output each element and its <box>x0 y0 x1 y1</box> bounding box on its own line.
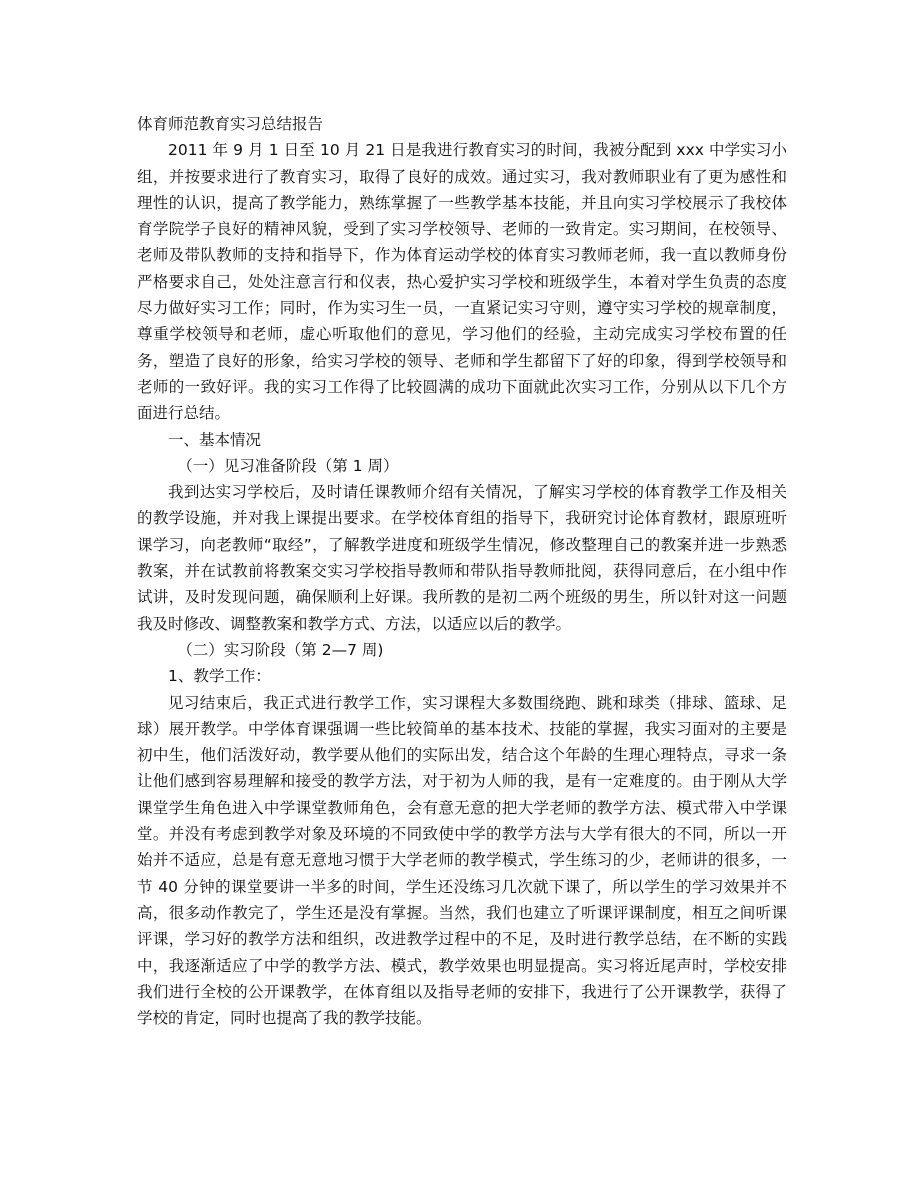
document-title: 体育师范教育实习总结报告 <box>137 115 324 133</box>
intro-paragraph: 2011 年 9 月 1 日至 10 月 21 日是我进行教育实习的时间，我被分配到 xxx 中学实习小组，并按要求进行了教育实习，取得了良好的成效。通过实习，我对教师职业有了更为感性和理性的认识，提高了教学能力，熟练掌握了一些教学基本技能，并且向实习学校展示了我校体育学院学子良好的精神风貌，受到了实习学校领导、老师的一致肯定。实习期间，在校领导、老师及带队教师的支持和指导下，作为体育运动学校的体育实习教师老师，我一直以教师身份严格要求自己，处处注意言行和仪表，热心爱护实习学校和班级学生，本着对学生负责的态度尽力做好实习工作；同时，作为实习生一员，一直紧记实习守则，遵守实习学校的规章制度，尊重学校领导和老师，虚心听取他们的意见，学习他们的经验，主动完成实习学校布置的任务，塑造了良好的形象，给实习学校的领导、老师和学生都留下了好的印象，得到学校领导和老师的一致好评。我的实习工作得了比较圆满的成功下面就此次实习工作，分别从以下几个方面进行总结。 <box>137 141 787 423</box>
stage1-paragraph: 我到达实习学校后，及时请任课教师介绍有关情况，了解实习学校的体育教学工作及相关的教学设施，并对我上课提出要求。在学校体育组的指导下，我研究讨论体育教材，跟原班听课学习，向老教师“取经”，了解教学进度和班级学生情况，修改整理自己的教案并进一步熟悉教案，并在试教前将教案交实习学校指导教师和带队指导教师批阅，获得同意后，在小组中作试讲，及时发现问题，确保顺利上好课。我所教的是初二两个班级的男生，所以针对这一问题我及时修改、调整教案和教学方式、方法，以适应以后的教学。 <box>137 483 787 633</box>
stage1-heading: （一）见习准备阶段（第 1 周） <box>177 456 399 475</box>
document-page <box>137 111 787 1031</box>
item1-heading: 1、教学工作： <box>168 667 271 686</box>
section-heading-basic-situation: 一、基本情况 <box>168 430 262 449</box>
stage2-heading: （二）实习阶段（第 2—7 周) <box>177 640 384 659</box>
item1-paragraph: 见习结束后，我正式进行教学工作，实习课程大多数围绕跑、跳和球类（排球、篮球、足球）展开教学。中学体育课强调一些比较简单的基本技术、技能的掌握，我实习面对的主要是初中生，他们活泼好动，教学要从他们的实际出发，结合这个年龄的生理心理特点，寻求一条让他们感到容易理解和接受的教学方法，对于初为人师的我，是有一定难度的。由于刚从大学课堂学生角色进入中学课堂教师角色，会有意无意的把大学老师的教学方法、模式带入中学课堂。并没有考虑到教学对象及环境的不同致使中学的教学方法与大学有很大的不同，所以一开始并不适应，总是有意无意地习惯于大学老师的教学模式，学生练习的少，老师讲的很多，一节 40 分钟的课堂要讲一半多的时间，学生还没练习几次就下课了，所以学生的学习效果并不高，很多动作教完了，学生还是没有掌握。当然，我们也建立了听课评课制度，相互之间听课评课，学习好的教学方法和组织，改进教学过程中的不足，及时进行教学总结，在不断的实践中，我逐渐适应了中学的教学方法、模式，教学效果也明显提高。实习将近尾声时，学校安排我们进行全校的公开课教学，在体育组以及指导老师的安排下，我进行了公开课教学，获得了学校的肯定，同时也提高了我的教学技能。 <box>137 693 787 1028</box>
